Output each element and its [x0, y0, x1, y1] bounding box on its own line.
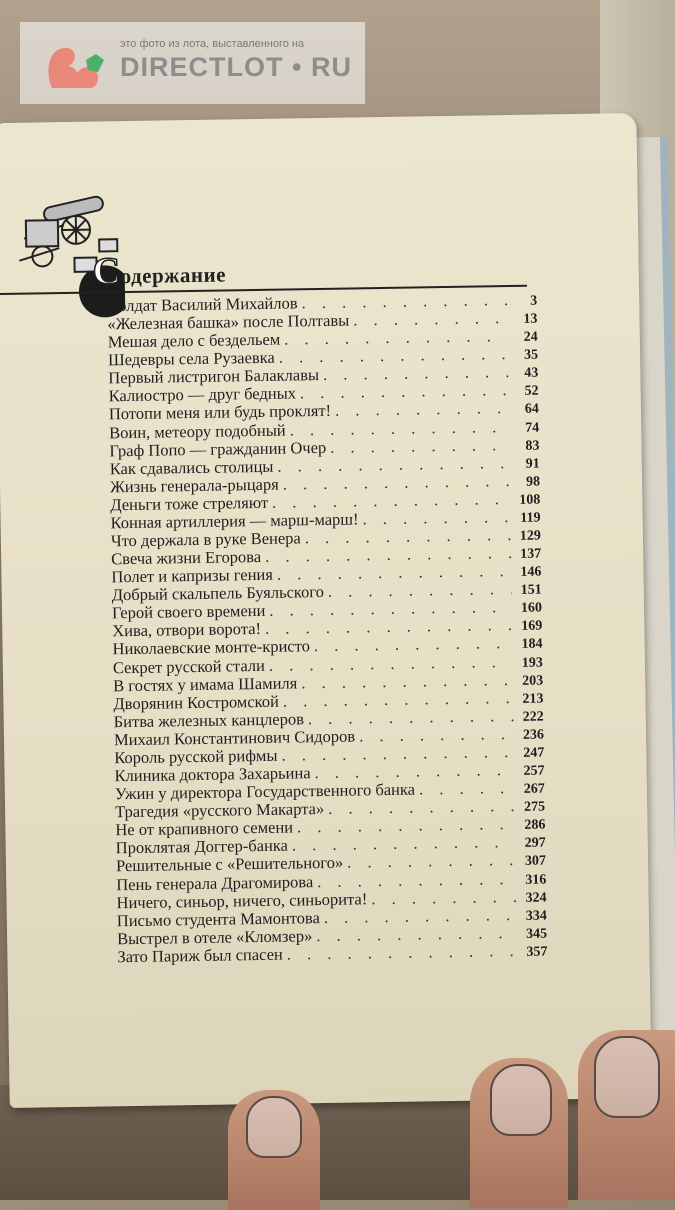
toc-entry-page: 169	[516, 618, 542, 636]
toc-entry-title: Солдат Василий Михайлов	[107, 294, 298, 315]
toc-entry-title: Граф Попо — гражданин Очер	[109, 439, 326, 460]
toc-entry-title: Выстрел в отеле «Кломзер»	[117, 927, 312, 948]
toc-entry-page: 184	[516, 636, 542, 654]
page-title	[92, 247, 226, 293]
toc-entry-title: Что держала в руке Венера	[111, 529, 301, 550]
toc-entry-page: 151	[516, 582, 542, 600]
toc-entry-page: 267	[519, 781, 545, 799]
toc-entry-page: 316	[520, 871, 546, 889]
watermark-brand: DIRECTLOT • RU	[120, 52, 352, 83]
toc-entry-title: Потопи меня или будь проклят!	[109, 402, 331, 423]
toc-entry-page: 137	[515, 546, 541, 564]
watermark	[20, 22, 365, 104]
toc-entry-title: Деньги тоже стреляют	[110, 494, 268, 514]
toc-entry-title: Калиостро — друг бедных	[108, 385, 296, 406]
toc-entry-page: 91	[514, 455, 540, 473]
toc-entry-page: 160	[516, 600, 542, 618]
toc-entry-title: Ужин у директора Государственного банка	[115, 781, 415, 804]
toc-entry-title: Пень генерала Драгомирова	[116, 873, 313, 894]
toc-entry-title: Полет и капризы гения	[111, 566, 273, 587]
toc-entry-title: Проклятая Доггер-банка	[116, 837, 289, 858]
toc-entry-page: 286	[519, 817, 545, 835]
toc-entry-page: 345	[521, 925, 547, 943]
toc-entry-page: 24	[512, 329, 538, 347]
toc-entry-title: Воин, метеору подобный	[109, 421, 286, 442]
toc-entry-page: 108	[514, 491, 540, 509]
squirrel-logo-icon	[42, 38, 108, 96]
toc-entry-page: 213	[517, 690, 543, 708]
toc-entry-page: 64	[513, 401, 539, 419]
toc-entry-title: Битва железных канцлеров	[114, 710, 304, 731]
toc-entry-title: Мешая дело с бездельем	[108, 331, 281, 352]
toc-entry-page: 257	[518, 763, 544, 781]
toc-entry-title: Король русской рифмы	[114, 747, 277, 768]
toc-entry-page: 43	[512, 365, 538, 383]
toc-entry-title: Дворянин Костромской	[113, 692, 279, 713]
toc-leader-dots	[419, 779, 515, 799]
toc-entry-title: Шедевры села Рузаевка	[108, 349, 275, 370]
toc-entry-title: Письмо студента Мамонтова	[117, 909, 320, 930]
toc-leader-dots	[353, 309, 507, 329]
toc-entry-title: «Железная башка» после Полтавы	[107, 312, 349, 334]
book-page	[0, 113, 652, 1108]
toc-entry-title: Герой своего времени	[112, 602, 266, 622]
toc-entry-title: Михаил Константинович Сидоров	[114, 727, 355, 749]
toc-entry-title: Добрый скальпель Буяльского	[112, 583, 324, 604]
toc-entry-title: Как сдавались столицы	[110, 457, 274, 478]
toc-entry-page: 307	[520, 853, 546, 871]
toc-entry-page: 98	[514, 473, 540, 491]
toc-leader-dots	[359, 725, 514, 745]
toc-leader-dots	[371, 888, 517, 908]
table-of-contents	[107, 291, 547, 967]
toc-entry-page: 297	[520, 835, 546, 853]
toc-entry-page: 193	[517, 654, 543, 672]
finger	[228, 1090, 320, 1210]
toc-entry-page: 35	[512, 347, 538, 365]
toc-entry-page: 3	[511, 293, 537, 311]
toc-entry-title: Первый листригон Балаклавы	[108, 366, 319, 387]
toc-entry-page: 129	[515, 528, 541, 546]
toc-entry-title: Решительные с «Решительного»	[116, 854, 343, 876]
toc-entry-title: Секрет русской стали	[113, 656, 265, 676]
toc-entry-page: 13	[511, 311, 537, 329]
toc-entry-page: 146	[515, 564, 541, 582]
toc-entry-title: Свеча жизни Егорова	[111, 548, 261, 568]
toc-leader-dots	[362, 508, 510, 528]
finger	[578, 1030, 675, 1200]
toc-entry-title: Жизнь генерала-рыцаря	[110, 475, 279, 496]
toc-entry-page: 324	[520, 889, 546, 907]
toc-entry-page: 334	[521, 907, 547, 925]
toc-leader-dots	[287, 942, 518, 964]
watermark-caption: это фото из лота, выставленного на	[120, 38, 304, 50]
toc-entry-page: 247	[518, 744, 544, 762]
toc-entry-title: Зато Париж был спасен	[117, 945, 283, 966]
title-initial: С	[92, 250, 121, 292]
toc-entry-page: 119	[514, 510, 540, 528]
fingernail	[490, 1064, 552, 1136]
toc-entry-page: 203	[517, 672, 543, 690]
toc-entry-title: Хива, отвори ворота!	[112, 620, 261, 640]
toc-entry-title: В гостях у имама Шамиля	[113, 674, 297, 695]
toc-entry-page: 357	[521, 943, 547, 961]
finger	[470, 1058, 568, 1208]
toc-entry-title: Трагедия «русского Макарта»	[115, 800, 324, 821]
toc-entry-title: Николаевские монте-кристо	[112, 638, 310, 659]
toc-entry-page: 83	[513, 437, 539, 455]
toc-entry-page: 275	[519, 799, 545, 817]
title-rest: одержание	[120, 262, 226, 288]
toc-entry-page: 236	[518, 726, 544, 744]
toc-entry-page: 52	[512, 383, 538, 401]
fingernail	[246, 1096, 302, 1158]
toc-entry-title: Не от крапивного семени	[115, 819, 293, 840]
toc-entry-page: 222	[518, 708, 544, 726]
toc-entry-title: Ничего, синьор, ничего, синьорита!	[116, 890, 367, 912]
toc-entry-page: 74	[513, 419, 539, 437]
toc-entry-title: Конная артиллерия — марш-марш!	[110, 510, 358, 532]
toc-entry-title: Клиника доктора Захарьина	[114, 764, 310, 785]
fingernail	[594, 1036, 660, 1118]
